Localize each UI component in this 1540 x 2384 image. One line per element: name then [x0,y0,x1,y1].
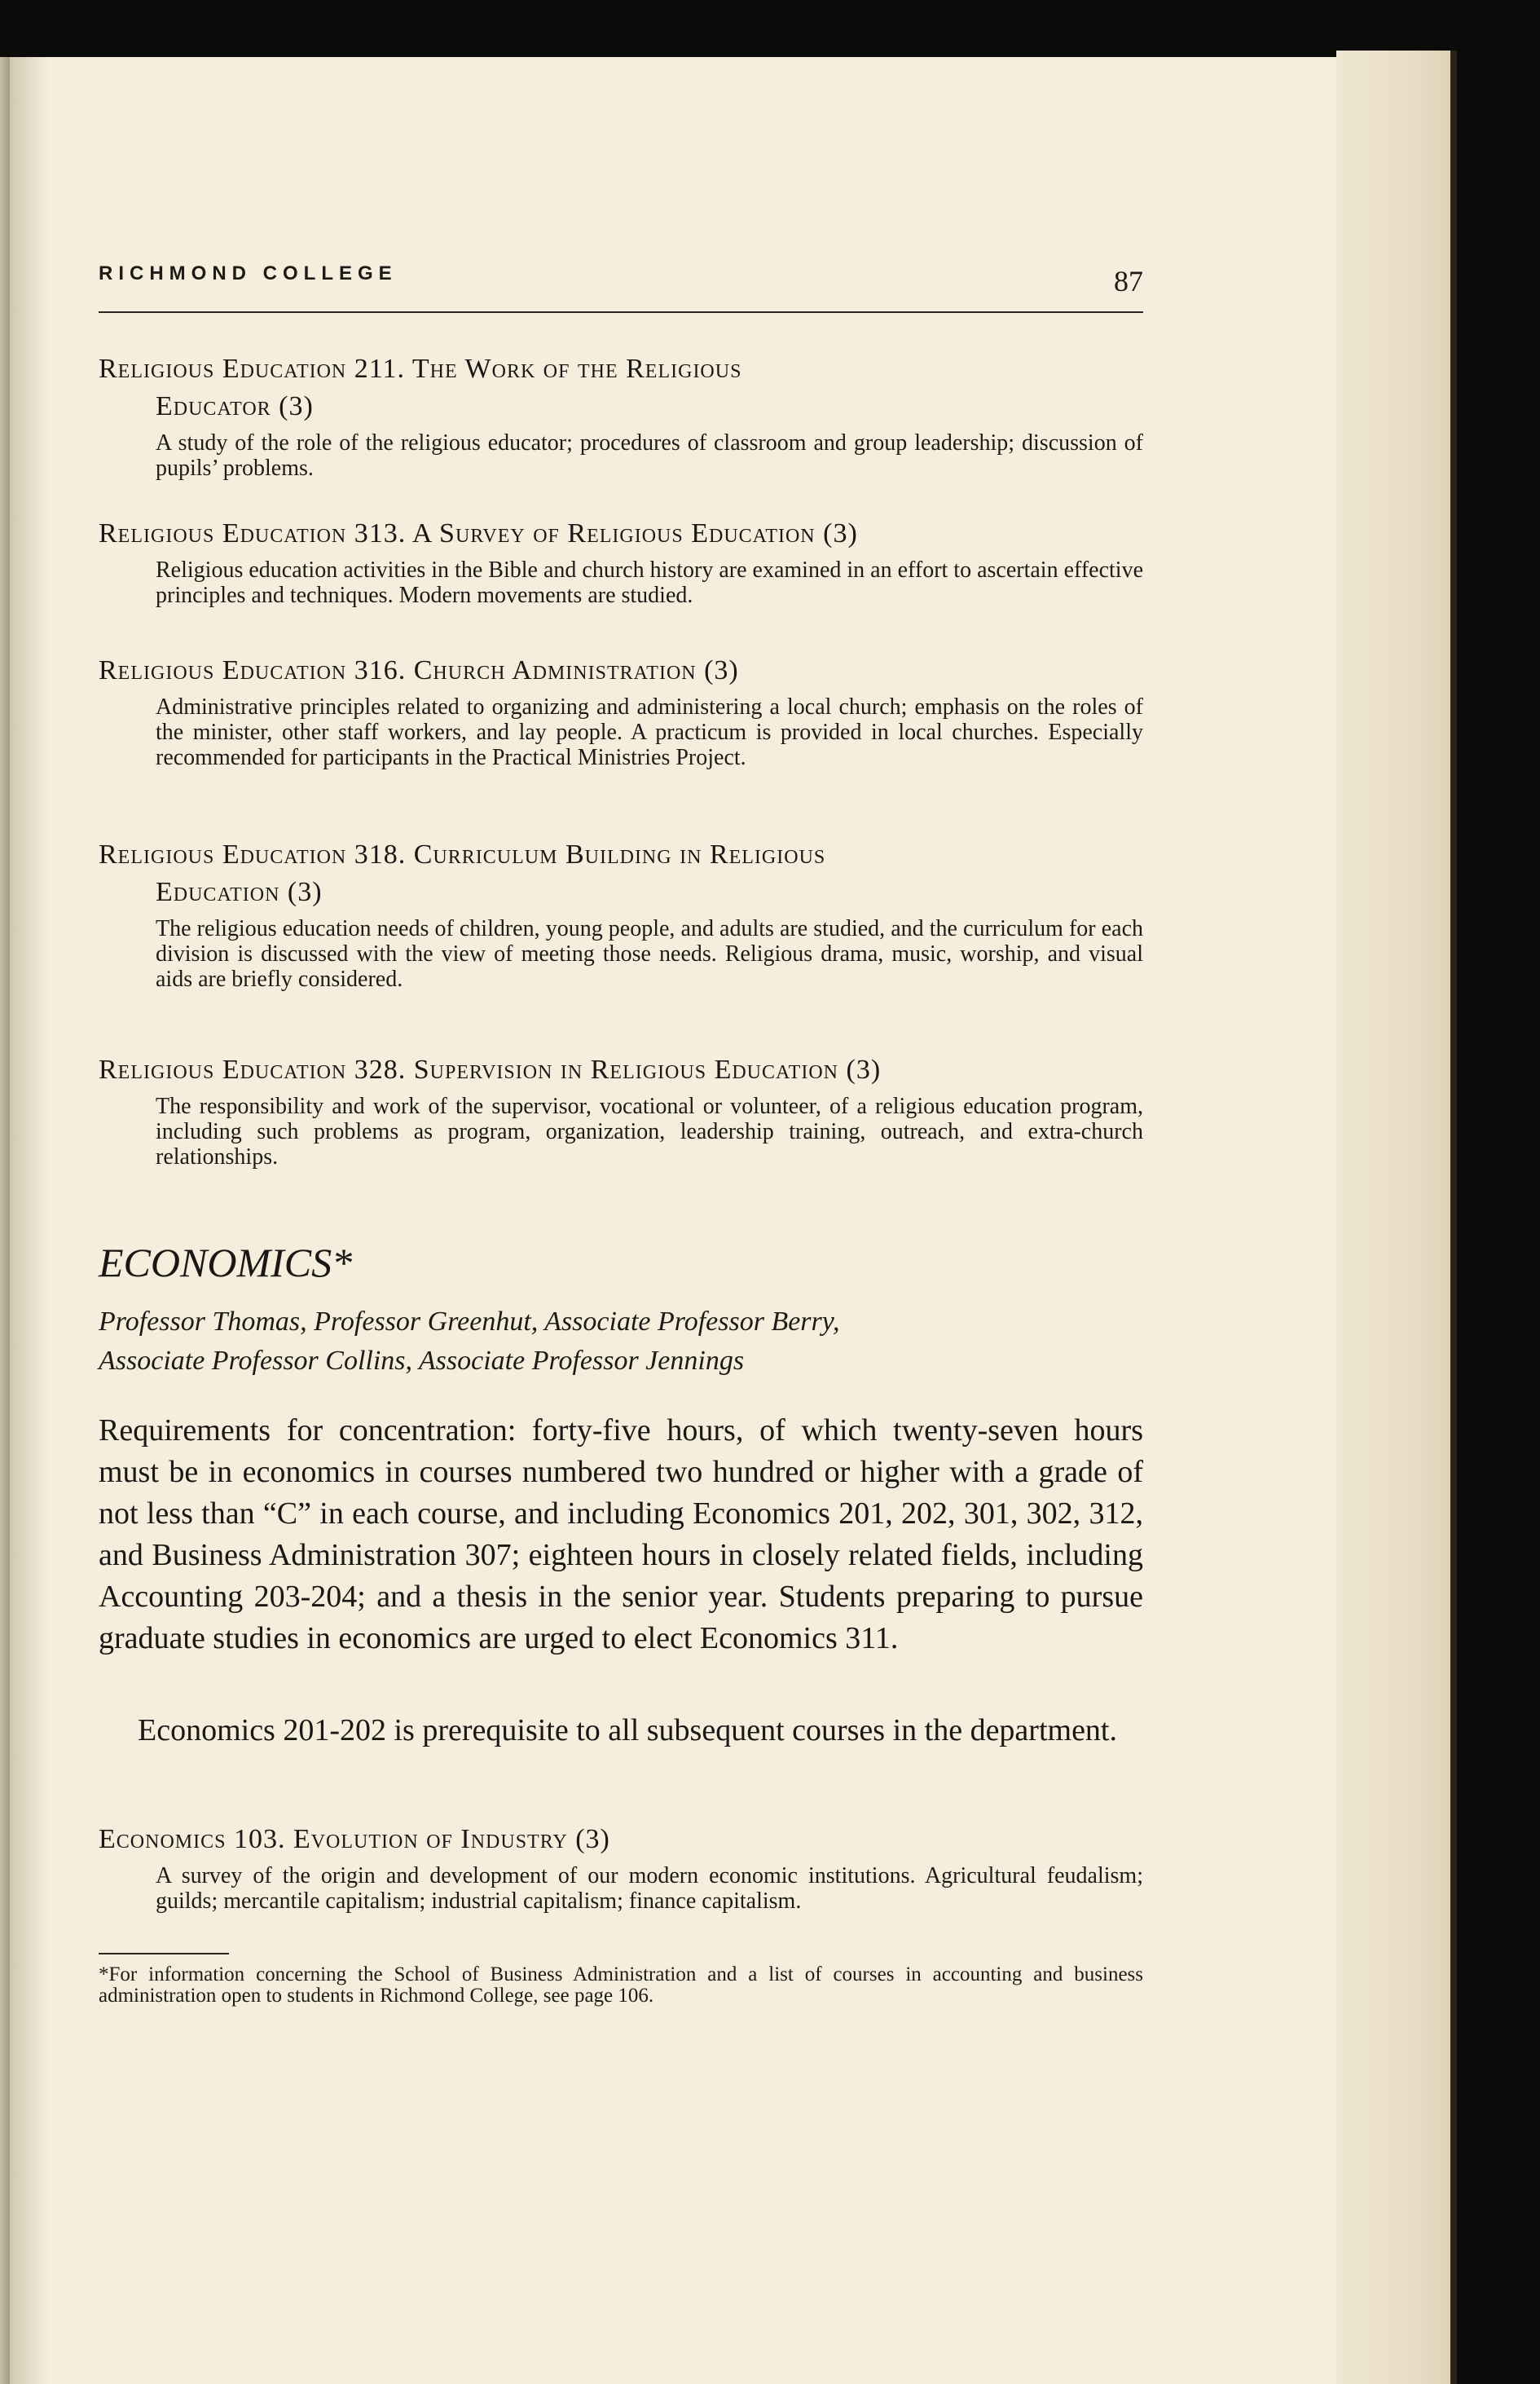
course-entry [99,1051,1143,1170]
course-heading-line: Religious Education 328. Supervision in Religious Education (3) [99,1055,882,1085]
footnote-rule [99,1953,229,1954]
course-heading [99,836,1143,911]
faculty-list [99,1302,1158,1381]
course-heading-line: Education (3) [156,877,323,907]
section-title: ECONOMICS* [99,1240,353,1285]
course-entry [99,515,1143,608]
spine-shadow [0,57,49,2384]
course-heading [99,652,1143,690]
page-edges [1336,51,1450,2384]
course-description: Religious education activities in the Bible and church history are examined in an effort to ascertain effective principles and techniques. Modern movements are studied. [156,557,1143,608]
course-description: Administrative principles related to organizing and administering a local church; emphasis on the roles of the minister, other staff workers, and lay people. A practicum is provided in local churches. Especially recommended for participants in the Practical Ministries Project. [156,694,1143,770]
faculty-line: Professor Thomas, Professor Greenhut, Associate Professor Berry, [99,1307,840,1337]
course-heading-line: Educator (3) [156,391,314,421]
course-description: The responsibility and work of the supervisor, vocational or volunteer, of a religious education program, including such problems as program, organization, leadership training, outreach, and extra-church relationships. [156,1094,1143,1170]
course-heading [99,350,1143,425]
footnote: *For information concerning the School of Business Administration and a list of courses in accounting and business administration open to students in Richmond College, see page 106. [99,1963,1143,2007]
course-heading [99,1821,1143,1858]
course-heading-line: Religious Education 318. Curriculum Building in Religious [99,839,826,870]
course-heading-line: Religious Education 211. The Work of the Religious [99,354,742,384]
course-heading [99,1051,1143,1089]
course-entry [99,1821,1143,1914]
page-number: 87 [1114,265,1143,297]
book-edge [1450,51,1457,2384]
course-entry [99,350,1143,481]
course-entry [99,836,1143,992]
course-description: A study of the role of the religious educator; procedures of classroom and group leadership; discussion of pupils’ problems. [156,430,1143,481]
course-entry [99,652,1143,770]
prerequisite-paragraph: Economics 201-202 is prerequisite to all subsequent courses in the department. [138,1713,1117,1747]
requirements-paragraph: Requirements for concentration: forty-five hours, of which twenty-seven hours must be in economics in courses numbered two hundred or higher with a grade of not less than “C” in each course, and including Economics 201, 202, 301, 302, 312, and Business Administration 307; eighteen hours in closely related fields, including Accounting 203-204; and a thesis in the senior year. Students preparing to pursue graduate studies in economics are urged to elect Economics 311. [99,1413,1143,1655]
running-head [99,262,1143,313]
course-heading-line: Religious Education 313. A Survey of Religious Education (3) [99,518,858,549]
course-heading [99,515,1143,553]
running-head-title: RICHMOND COLLEGE [99,262,398,284]
course-description: The religious education needs of children, young people, and adults are studied, and the curriculum for each division is discussed with the view of meeting those needs. Religious drama, music, worship, and visual aids are briefly considered. [156,916,1143,992]
course-heading-line: Economics 103. Evolution of Industry (3) [99,1824,610,1854]
course-heading-line: Religious Education 316. Church Administration (3) [99,655,739,685]
faculty-line: Associate Professor Collins, Associate Professor Jennings [99,1346,745,1376]
course-description: A survey of the origin and development of our modern economic institutions. Agricultural feudalism; guilds; mercantile capitalism; industrial capitalism; finance capitalism. [156,1863,1143,1914]
